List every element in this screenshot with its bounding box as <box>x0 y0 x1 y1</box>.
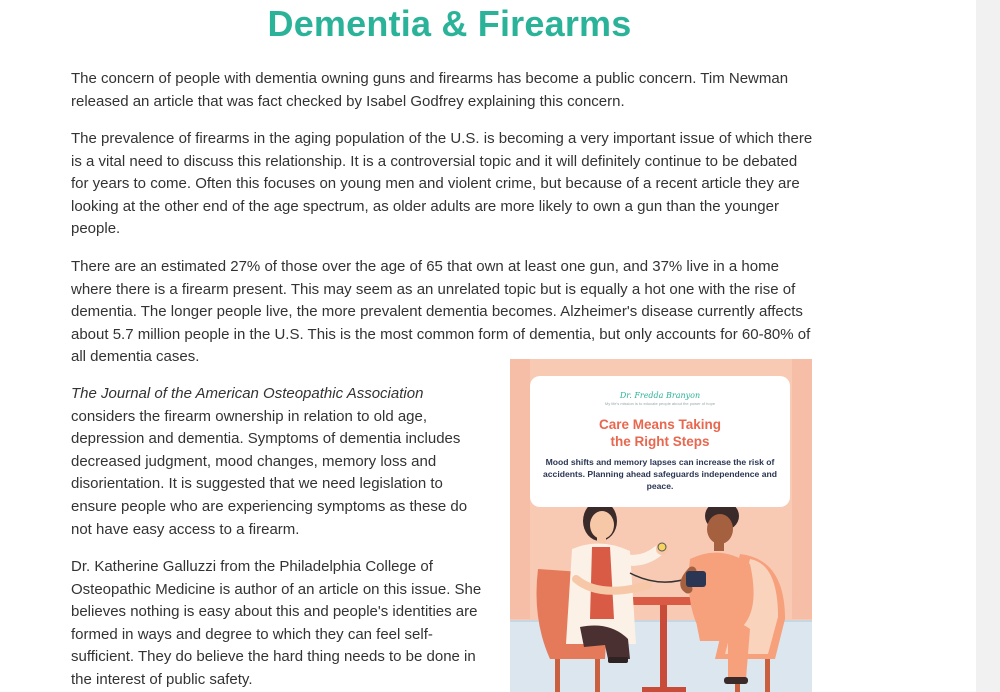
paragraph-intro: The concern of people with dementia owning guns and firearms has become a public concern. Tim Newman released an article that was fact checked by Isabel Godfrey explaining this concern. <box>71 70 789 110</box>
infographic-title-line2: the Right Steps <box>610 434 710 449</box>
paragraph-journal <box>71 383 476 541</box>
infographic-image <box>510 359 812 692</box>
infographic-card <box>530 376 790 507</box>
infographic-brand: Dr. Fredda Branyon <box>619 391 701 400</box>
page-title: Dementia & Firearms <box>267 3 632 44</box>
infographic-title <box>530 416 790 450</box>
journal-name: The Journal of the American Osteopathic Association <box>71 385 424 402</box>
scrollbar-track[interactable] <box>976 0 1000 692</box>
infographic-title-line1: Care Means Taking <box>598 417 722 432</box>
infographic-description: Mood shifts and memory lapses can increase the risk of accidents. Planning ahead safeguards independence and peace. <box>542 457 777 491</box>
paragraph-statistics: There are an estimated 27% of those over the age of 65 that own at least one gun, and 37% live in a home where there is a firearm present. This may seem as an unrelated topic but is equally a hot one with the rise of dementia. The longer people live, the more prevalent dementia becomes. Alzheimer's disease currently affects about 5.7 million people in the U.S. This is the most common form of dementia, but only accounts for 60-80% of all dementia cases. <box>71 258 811 366</box>
infographic-tagline: My life's mission is to educate people about the power of hope <box>604 401 716 406</box>
paragraph-galluzzi: Dr. Katherine Galluzzi from the Philadelphia College of Osteopathic Medicine is author of an article on this issue. She believes nothing is easy about this and people's identities are formed in ways and degree to which they can feel self-sufficient. They do believe the hard thing needs to be done in the interest of public safety. <box>71 558 482 688</box>
paragraph-prevalence: The prevalence of firearms in the aging population of the U.S. is becoming a very important issue of which there is a vital need to discuss this relationship. It is a controversial topic and it will definitely continue to be debated for years to come. Often this focuses on young men and violent crime, but because of a recent article they are looking at the other end of the age spectrum, as older adults are more likely to own a gun than the younger people. <box>71 130 813 238</box>
journal-paragraph-text: considers the firearm ownership in relation to old age, depression and dementia. Symptoms of dementia includes decreased judgment, mood changes, memory loss and disorientation. It is suggested that we need legislation to ensure people who are experiencing symptoms as these do not have easy access to a firearm. <box>71 407 468 538</box>
